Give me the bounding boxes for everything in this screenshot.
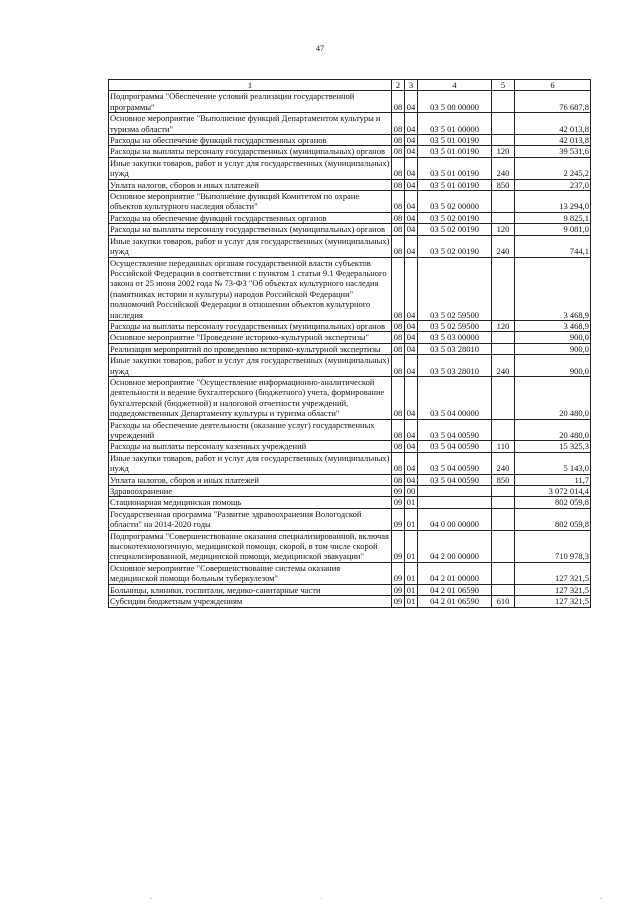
row-expense-type-cell: [492, 419, 515, 441]
row-amount-cell: 39 531,6: [515, 146, 591, 157]
row-expense-type-cell: [492, 486, 515, 497]
row-expense-type-cell: [492, 257, 515, 320]
row-amount-cell: 900,0: [515, 343, 591, 354]
row-amount-cell: 127 321,5: [515, 584, 591, 595]
row-target-article-cell: 03 5 01 00190: [418, 146, 492, 157]
row-subsection-cell: 04: [405, 91, 418, 113]
row-name-cell: Расходы на выплаты персоналу казенных учреждений: [109, 441, 392, 452]
table-body: [109, 91, 591, 607]
row-target-article-cell: 03 5 01 00190: [418, 179, 492, 190]
row-expense-type-cell: 240: [492, 452, 515, 474]
row-subsection-cell: 04: [405, 179, 418, 190]
row-name-cell: Расходы на обеспечение функций государственных органов: [109, 135, 392, 146]
row-target-article-cell: 03 5 02 00190: [418, 224, 492, 235]
row-name-cell: Основное мероприятие "Выполнение функций Департаментом культуры и туризма области": [109, 113, 392, 135]
row-subsection-cell: 04: [405, 376, 418, 419]
row-expense-type-cell: [492, 584, 515, 595]
row-section-cell: 08: [392, 343, 405, 354]
row-expense-type-cell: 120: [492, 224, 515, 235]
row-name-cell: Расходы на выплаты персоналу государственных (муниципальных) органов: [109, 320, 392, 331]
header-col-2: 2: [392, 80, 405, 91]
row-section-cell: 08: [392, 419, 405, 441]
table-row: [109, 486, 591, 497]
row-section-cell: 08: [392, 441, 405, 452]
row-subsection-cell: 01: [405, 562, 418, 584]
scan-mark: ·: [320, 896, 322, 902]
row-name-cell: Иные закупки товаров, работ и услуг для государственных (муниципальных) нужд: [109, 452, 392, 474]
row-amount-cell: 15 325,3: [515, 441, 591, 452]
row-amount-cell: 900,0: [515, 355, 591, 377]
page-number: 47: [316, 44, 324, 53]
table-row: [109, 224, 591, 235]
row-subsection-cell: 04: [405, 441, 418, 452]
row-expense-type-cell: 850: [492, 179, 515, 190]
row-subsection-cell: 04: [405, 419, 418, 441]
row-target-article-cell: 03 5 04 00590: [418, 441, 492, 452]
row-section-cell: 08: [392, 452, 405, 474]
table-header-row: [109, 80, 591, 91]
row-subsection-cell: 04: [405, 113, 418, 135]
row-section-cell: 08: [392, 257, 405, 320]
row-amount-cell: 20 480,0: [515, 376, 591, 419]
row-name-cell: Реализация мероприятий по проведению историко-культурной экспертизы: [109, 343, 392, 354]
row-section-cell: 08: [392, 212, 405, 223]
row-subsection-cell: 01: [405, 596, 418, 607]
row-name-cell: Расходы на обеспечение деятельности (оказание услуг) государственных учреждений: [109, 419, 392, 441]
row-section-cell: 09: [392, 596, 405, 607]
row-amount-cell: 900,0: [515, 332, 591, 343]
row-name-cell: Расходы на выплаты персоналу государственных (муниципальных) органов: [109, 146, 392, 157]
header-col-1: 1: [109, 80, 392, 91]
row-name-cell: Подпрограмма "Обеспечение условий реализации государственной программы": [109, 91, 392, 113]
row-target-article-cell: 03 5 02 59500: [418, 257, 492, 320]
row-target-article-cell: 04 0 00 00000: [418, 508, 492, 530]
table-row: [109, 508, 591, 530]
row-target-article-cell: 03 5 01 00000: [418, 113, 492, 135]
row-expense-type-cell: [492, 212, 515, 223]
row-subsection-cell: 04: [405, 474, 418, 485]
row-name-cell: Основное мероприятие "Проведение историко-культурной экспертизы": [109, 332, 392, 343]
row-amount-cell: 76 687,8: [515, 91, 591, 113]
row-target-article-cell: 04 2 01 06590: [418, 584, 492, 595]
row-subsection-cell: 04: [405, 212, 418, 223]
row-section-cell: 08: [392, 135, 405, 146]
table-row: [109, 596, 591, 607]
row-target-article-cell: 03 5 02 00000: [418, 191, 492, 213]
table-row: [109, 91, 591, 113]
table-row: [109, 191, 591, 213]
row-expense-type-cell: [492, 508, 515, 530]
row-amount-cell: 3 072 014,4: [515, 486, 591, 497]
row-expense-type-cell: 120: [492, 320, 515, 331]
row-subsection-cell: 01: [405, 497, 418, 508]
table-row: [109, 562, 591, 584]
row-expense-type-cell: [492, 562, 515, 584]
row-name-cell: Уплата налогов, сборов и иных платежей: [109, 474, 392, 485]
row-section-cell: 08: [392, 235, 405, 257]
table-row: [109, 497, 591, 508]
table-row: [109, 146, 591, 157]
row-section-cell: 08: [392, 474, 405, 485]
row-section-cell: 09: [392, 562, 405, 584]
row-name-cell: Государственная программа "Развитие здравоохранения Вологодской области" на 2014-2020 годы: [109, 508, 392, 530]
row-subsection-cell: 04: [405, 191, 418, 213]
table-row: [109, 419, 591, 441]
row-expense-type-cell: [492, 376, 515, 419]
row-target-article-cell: 03 5 03 00000: [418, 332, 492, 343]
row-section-cell: 09: [392, 508, 405, 530]
row-target-article-cell: [418, 497, 492, 508]
row-section-cell: 09: [392, 497, 405, 508]
table-row: [109, 320, 591, 331]
row-expense-type-cell: [492, 113, 515, 135]
table-row: [109, 257, 591, 320]
header-col-5: 5: [492, 80, 515, 91]
row-amount-cell: 42 013,8: [515, 113, 591, 135]
row-subsection-cell: 04: [405, 332, 418, 343]
row-expense-type-cell: [492, 191, 515, 213]
row-expense-type-cell: 850: [492, 474, 515, 485]
row-subsection-cell: 01: [405, 530, 418, 562]
row-expense-type-cell: 240: [492, 235, 515, 257]
row-target-article-cell: [418, 486, 492, 497]
header-col-3: 3: [405, 80, 418, 91]
table-row: [109, 355, 591, 377]
row-name-cell: Подпрограмма "Совершенствование оказания специализированной, включая высокотехнологичную, медицинской помощи, скорой, в том числе скорой специализированной, медицинской помощи, медицинской эвакуации": [109, 530, 392, 562]
row-expense-type-cell: 110: [492, 441, 515, 452]
row-target-article-cell: 03 5 01 00190: [418, 157, 492, 179]
row-subsection-cell: 04: [405, 257, 418, 320]
budget-table: [108, 79, 591, 608]
table-row: [109, 212, 591, 223]
row-expense-type-cell: [492, 91, 515, 113]
table-row: [109, 376, 591, 419]
row-expense-type-cell: 240: [492, 157, 515, 179]
row-section-cell: 08: [392, 179, 405, 190]
scan-mark: -: [600, 896, 602, 902]
row-amount-cell: 9 081,0: [515, 224, 591, 235]
row-section-cell: 08: [392, 376, 405, 419]
row-subsection-cell: 00: [405, 486, 418, 497]
row-subsection-cell: 01: [405, 584, 418, 595]
row-target-article-cell: 03 5 04 00590: [418, 419, 492, 441]
table-row: [109, 452, 591, 474]
row-name-cell: Стационарная медицинская помощь: [109, 497, 392, 508]
table-row: [109, 332, 591, 343]
row-name-cell: Иные закупки товаров, работ и услуг для государственных (муниципальных) нужд: [109, 157, 392, 179]
row-amount-cell: 802 059,8: [515, 508, 591, 530]
row-section-cell: 08: [392, 332, 405, 343]
row-target-article-cell: 03 5 02 00190: [418, 235, 492, 257]
row-target-article-cell: 03 5 04 00590: [418, 452, 492, 474]
row-subsection-cell: 04: [405, 343, 418, 354]
row-section-cell: 08: [392, 191, 405, 213]
table-row: [109, 530, 591, 562]
row-amount-cell: 710 978,3: [515, 530, 591, 562]
header-col-6: 6: [515, 80, 591, 91]
row-name-cell: Расходы на обеспечение функций государственных органов: [109, 212, 392, 223]
row-name-cell: Расходы на выплаты персоналу государственных (муниципальных) органов: [109, 224, 392, 235]
row-section-cell: 09: [392, 530, 405, 562]
row-amount-cell: 13 294,0: [515, 191, 591, 213]
row-amount-cell: 127 321,5: [515, 596, 591, 607]
row-name-cell: Уплата налогов, сборов и иных платежей: [109, 179, 392, 190]
row-section-cell: 08: [392, 157, 405, 179]
row-name-cell: Иные закупки товаров, работ и услуг для государственных (муниципальных) нужд: [109, 355, 392, 377]
row-amount-cell: 237,0: [515, 179, 591, 190]
row-expense-type-cell: [492, 497, 515, 508]
row-expense-type-cell: [492, 135, 515, 146]
row-amount-cell: 11,7: [515, 474, 591, 485]
row-subsection-cell: 04: [405, 224, 418, 235]
row-target-article-cell: 03 5 01 00190: [418, 135, 492, 146]
row-amount-cell: 20 480,0: [515, 419, 591, 441]
scan-mark: -: [150, 896, 152, 902]
row-section-cell: 09: [392, 584, 405, 595]
row-target-article-cell: 03 5 03 28010: [418, 355, 492, 377]
row-amount-cell: 2 245,2: [515, 157, 591, 179]
table-row: [109, 179, 591, 190]
row-expense-type-cell: [492, 332, 515, 343]
row-name-cell: Иные закупки товаров, работ и услуг для государственных (муниципальных) нужд: [109, 235, 392, 257]
row-section-cell: 08: [392, 224, 405, 235]
row-subsection-cell: 04: [405, 157, 418, 179]
row-name-cell: Осуществление переданных органам государственной власти субъектов Российской Федерации в соответствии с пунктом 1 статьи 9.1 Федерального закона от 25 июня 2002 года № 73-ФЗ "Об объектах культурного наследия (памятниках истории и культуры) народов Российской Федерации" полномочий Российской Федерации в отношении объектов культурного наследия: [109, 257, 392, 320]
row-section-cell: 09: [392, 486, 405, 497]
row-amount-cell: 802 059,8: [515, 497, 591, 508]
row-subsection-cell: 04: [405, 135, 418, 146]
row-amount-cell: 127 321,5: [515, 562, 591, 584]
table-row: [109, 135, 591, 146]
row-subsection-cell: 04: [405, 235, 418, 257]
table-row: [109, 113, 591, 135]
row-amount-cell: 3 468,9: [515, 320, 591, 331]
row-section-cell: 08: [392, 146, 405, 157]
row-expense-type-cell: [492, 530, 515, 562]
row-section-cell: 08: [392, 113, 405, 135]
table-row: [109, 474, 591, 485]
row-expense-type-cell: 240: [492, 355, 515, 377]
row-subsection-cell: 04: [405, 355, 418, 377]
row-target-article-cell: 03 5 02 00190: [418, 212, 492, 223]
row-target-article-cell: 03 5 03 28010: [418, 343, 492, 354]
table-row: [109, 157, 591, 179]
row-amount-cell: 3 468,9: [515, 257, 591, 320]
row-name-cell: Основное мероприятие "Совершенствование системы оказания медицинской помощи больным туберкулезом": [109, 562, 392, 584]
row-expense-type-cell: [492, 343, 515, 354]
table-row: [109, 441, 591, 452]
row-expense-type-cell: 120: [492, 146, 515, 157]
header-col-4: 4: [418, 80, 492, 91]
row-subsection-cell: 04: [405, 452, 418, 474]
row-expense-type-cell: 610: [492, 596, 515, 607]
row-target-article-cell: 03 5 02 59500: [418, 320, 492, 331]
row-target-article-cell: 03 5 04 00590: [418, 474, 492, 485]
table-row: [109, 584, 591, 595]
row-name-cell: Здравоохранение: [109, 486, 392, 497]
table-row: [109, 235, 591, 257]
row-section-cell: 08: [392, 320, 405, 331]
row-subsection-cell: 01: [405, 508, 418, 530]
row-name-cell: Основное мероприятие "Осуществление информационно-аналитической деятельности и ведение бухгалтерского (бюджетного) учета, формирование бухгалтерской (бюджетной) и налоговой отчетности учреждений, подведомственных Департаменту культуры и туризма области": [109, 376, 392, 419]
row-section-cell: 08: [392, 355, 405, 377]
row-name-cell: Больницы, клиники, госпитали, медико-санитарные части: [109, 584, 392, 595]
row-amount-cell: 9 825,1: [515, 212, 591, 223]
row-section-cell: 08: [392, 91, 405, 113]
row-name-cell: Основное мероприятие "Выполнение функций Комитетом по охране объектов культурного наследия области": [109, 191, 392, 213]
row-subsection-cell: 04: [405, 320, 418, 331]
row-target-article-cell: 04 2 01 00000: [418, 562, 492, 584]
row-target-article-cell: 04 2 00 00000: [418, 530, 492, 562]
row-amount-cell: 744,1: [515, 235, 591, 257]
row-name-cell: Субсидии бюджетным учреждениям: [109, 596, 392, 607]
row-subsection-cell: 04: [405, 146, 418, 157]
table-row: [109, 343, 591, 354]
row-amount-cell: 5 143,0: [515, 452, 591, 474]
row-target-article-cell: 03 5 00 00000: [418, 91, 492, 113]
row-target-article-cell: 03 5 04 00000: [418, 376, 492, 419]
row-amount-cell: 42 013,8: [515, 135, 591, 146]
row-target-article-cell: 04 2 01 06590: [418, 596, 492, 607]
